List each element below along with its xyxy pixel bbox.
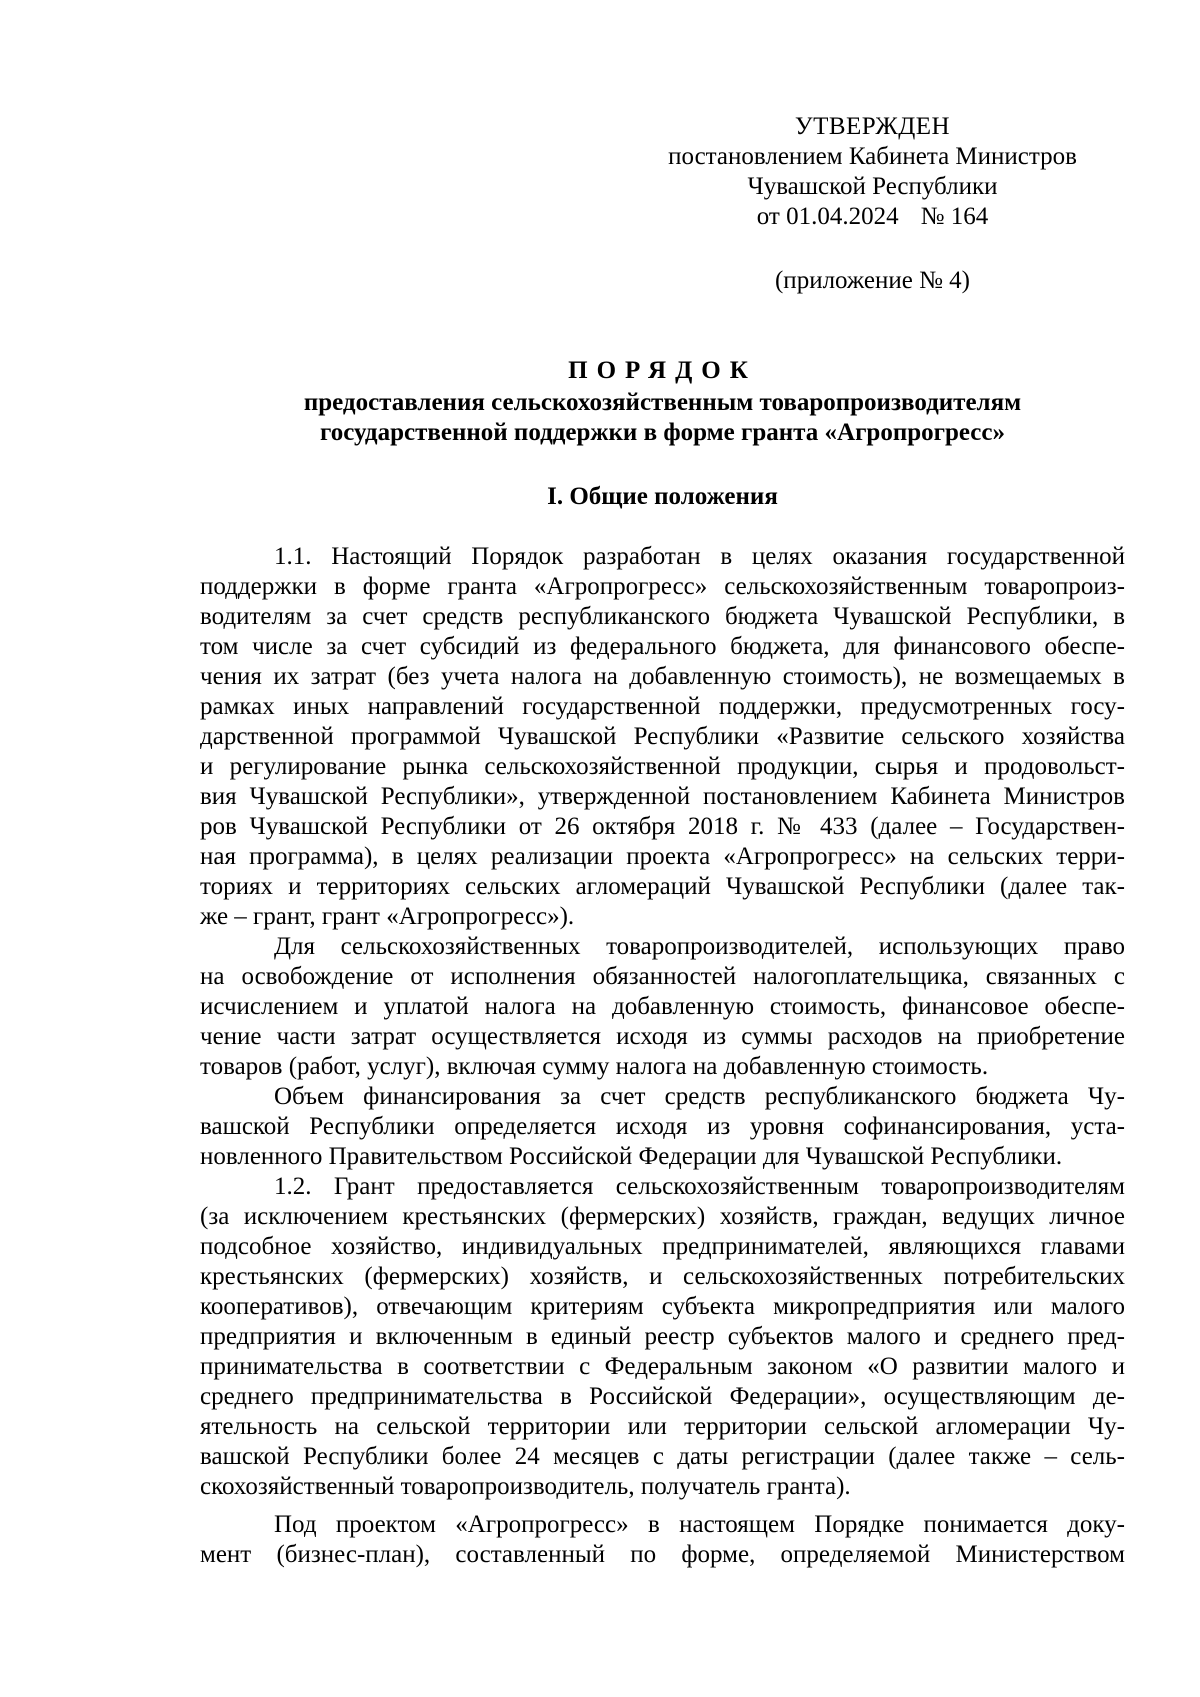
paragraph-line: крестьянских (фермерских) хозяйств, и сельскохозяйственных потребительских [200,1263,1125,1290]
paragraph-line: на освобождение от исполнения обязанностей налогоплательщика, связанных с [200,963,1125,990]
paragraph-line: водителям за счет средств республиканского бюджета Чувашской Республики, в [200,603,1125,630]
paragraph-line: том числе за счет субсидий из федерального бюджета, для финансового обеспе- [200,633,1125,660]
paragraph-line: скохозяйственный товаропроизводитель, получатель гранта). [200,1473,851,1500]
paragraph-line: подсобное хозяйство, индивидуальных предпринимателей, являющихся главами [200,1233,1125,1260]
paragraph-line: ров Чувашской Республики от 26 октября 2018 г. № 433 (далее – Государствен- [200,813,1125,840]
paragraph-line: чение части затрат осуществляется исходя из суммы расходов на приобретение [200,1023,1125,1050]
title-subtitle-line-1: предоставления сельскохозяйственным товаропроизводителям [303,389,1022,416]
paragraph [200,542,1125,932]
approval-region: Чувашской Республики [747,173,998,200]
paragraph-line: мент (бизнес-план), составленный по форме, определяемой Министерством [200,1541,1125,1568]
appendix-label: (приложение № 4) [774,267,970,294]
paragraph-line: (за исключением крестьянских (фермерских) хозяйств, граждан, ведущих личное [200,1203,1125,1230]
approval-date-number [620,202,1125,232]
approval-stamp [620,112,1125,296]
paragraph-line: товаров (работ, услуг), включая сумму налога на добавленную стоимость. [200,1053,989,1080]
paragraph-line: вашской Республики более 24 месяцев с даты регистрации (далее также – сель- [200,1443,1125,1470]
paragraph-line: новленного Правительством Российской Федерации для Чувашской Республики. [200,1143,1063,1170]
section-heading: I. Общие положения [547,483,778,510]
paragraph-line: 1.1. Настоящий Порядок разработан в целях оказания государственной [274,543,1125,570]
paragraph-line: ятельность на сельской территории или территории сельской агломерации Чу- [200,1413,1125,1440]
paragraph-line: 1.2. Грант предоставляется сельскохозяйственным товаропроизводителям [274,1173,1125,1200]
paragraph-line: же – грант, грант «Агропрогресс»). [200,903,575,930]
paragraph-line: рамках иных направлений государственной поддержки, предусмотренных госу- [200,693,1125,720]
paragraph [200,1172,1125,1502]
paragraph-line: кооперативов), отвечающим критериям субъекта микропредприятия или малого [200,1293,1125,1320]
title-subtitle-line-2: государственной поддержки в форме гранта «Агропрогресс» [320,419,1005,446]
paragraph-line: поддержки в форме гранта «Агропрогресс» сельскохозяйственным товаропроиз- [200,573,1125,600]
paragraph-line: исчислением и уплатой налога на добавленную стоимость, финансовое обеспе- [200,993,1125,1020]
title-main: ПОРЯДОК [568,357,757,384]
paragraph-line: среднего предпринимательства в Российской Федерации», осуществляющим де- [200,1383,1125,1410]
paragraph [200,932,1125,1082]
paragraph-line: Под проектом «Агропрогресс» в настоящем Порядке понимается доку- [274,1511,1125,1538]
paragraph [200,1082,1125,1172]
document-title [200,356,1125,448]
approval-date: от 01.04.2024 [756,203,899,230]
paragraph-line: ная программа), в целях реализации проекта «Агропрогресс» на сельских терри- [200,843,1125,870]
paragraph-line: и регулирование рынка сельскохозяйственной продукции, сырья и продовольст- [200,753,1125,780]
paragraph-line: Объем финансирования за счет средств республиканского бюджета Чу- [274,1083,1125,1110]
paragraph-line: вашской Республики определяется исходя из уровня софинансирования, уста- [200,1113,1125,1140]
paragraph-line: ториях и территориях сельских агломераций Чувашской Республики (далее так- [200,873,1125,900]
document-body [200,542,1125,1570]
paragraph [200,1510,1125,1570]
paragraph-line: принимательства в соответствии с Федеральным законом «О развитии малого и [200,1353,1125,1380]
paragraph-line: чения их затрат (без учета налога на добавленную стоимость), не возмещаемых в [200,663,1125,690]
paragraph-line: вия Чувашской Республики», утвержденной постановлением Кабинета Министров [200,783,1125,810]
approval-title: УТВЕРЖДЕН [794,113,951,140]
paragraph-line: Для сельскохозяйственных товаропроизводителей, использующих право [274,933,1125,960]
paragraph-line: дарственной программой Чувашской Республики «Развитие сельского хозяйства [200,723,1125,750]
approval-authority: постановлением Кабинета Министров [668,143,1077,170]
paragraph-line: предприятия и включенным в единый реестр субъектов малого и среднего пред- [200,1323,1125,1350]
approval-number: № 164 [920,203,989,230]
